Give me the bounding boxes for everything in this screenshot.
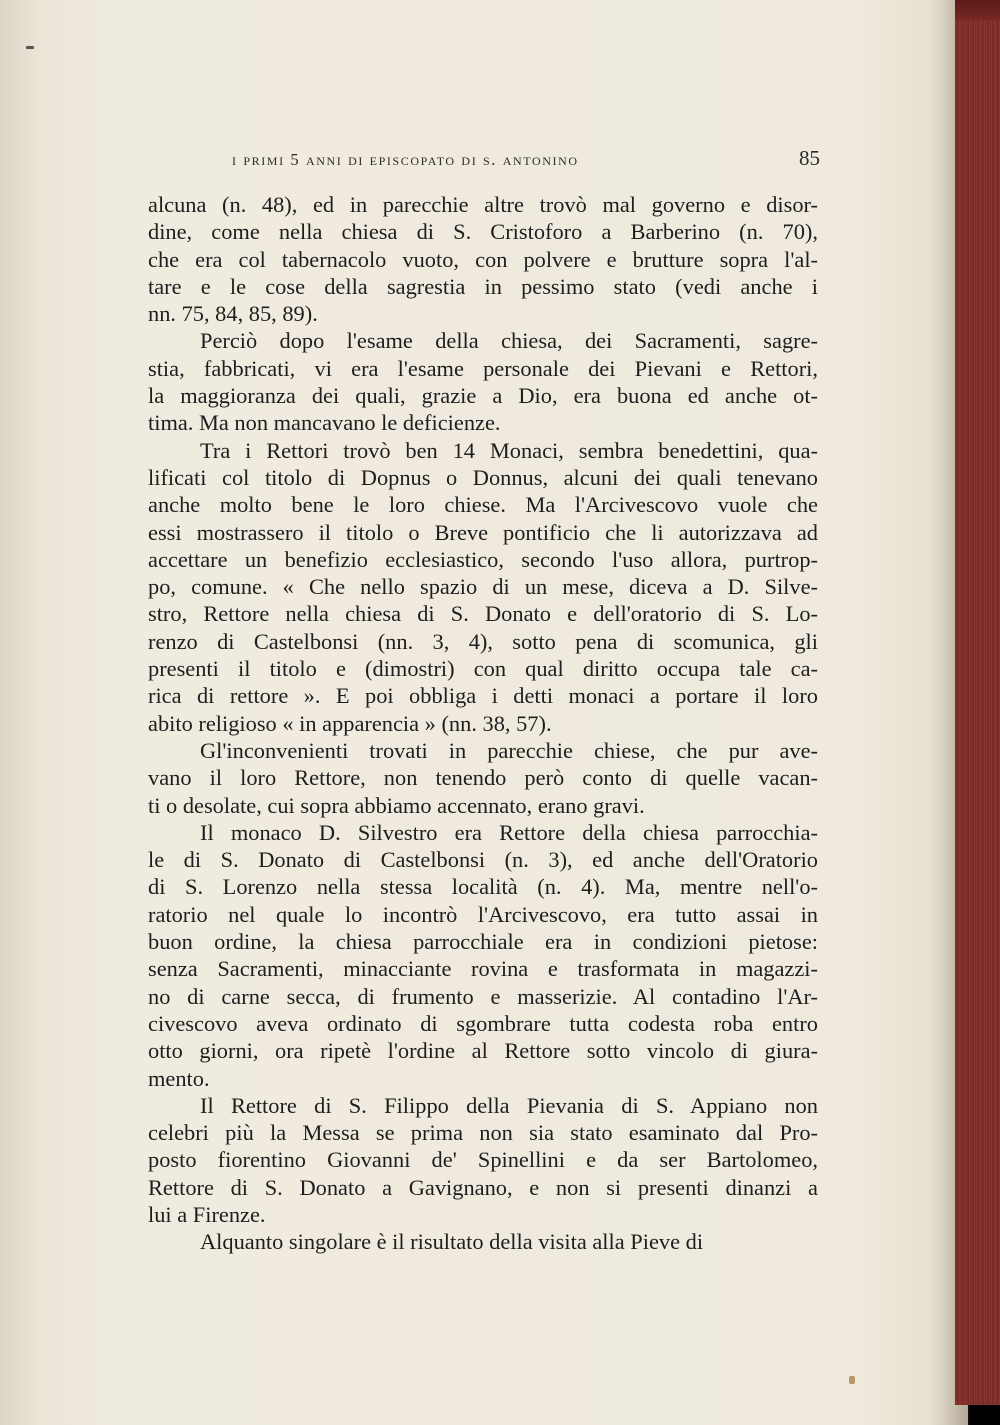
text-line: accettare un benefizio ecclesiastico, secondo l'uso allora, purtrop- <box>148 546 818 572</box>
text-line: stia, fabbricati, vi era l'esame personale dei Pievani e Rettori, <box>148 355 818 381</box>
text-line: lui a Firenze. <box>148 1201 266 1227</box>
text-line: le di S. Donato di Castelbonsi (n. 3), ed anche dell'Oratorio <box>148 847 818 873</box>
paragraph <box>148 327 818 436</box>
text-line: Alquanto singolare è il risultato della visita alla Pieve di <box>200 1229 704 1255</box>
paragraph <box>148 737 818 819</box>
paragraph <box>148 1092 818 1228</box>
text-line: Perciò dopo l'esame della chiesa, dei Sacramenti, sagre- <box>200 328 818 354</box>
text-line: di S. Lorenzo nella stessa località (n. 4). Ma, mentre nell'o- <box>148 874 818 900</box>
page-number: 85 <box>799 146 820 170</box>
text-line: tima. Ma non mancavano le deficienze. <box>148 410 501 436</box>
paragraph <box>148 437 818 737</box>
paragraph <box>148 1228 818 1255</box>
text-line: stro, Rettore nella chiesa di S. Donato e dell'oratorio di S. Lo- <box>148 601 818 627</box>
text-line: la maggioranza dei quali, grazie a Dio, era buona ed anche ot- <box>148 383 818 409</box>
body-text <box>148 191 818 1256</box>
page-edge-top <box>955 0 1000 22</box>
text-line: nn. 75, 84, 85, 89). <box>148 301 318 327</box>
text-line: essi mostrassero il titolo o Breve pontificio che li autorizzava ad <box>148 519 818 545</box>
text-line: senza Sacramenti, minacciante rovina e trasformata in magazzi- <box>148 956 818 982</box>
text-line: alcuna (n. 48), ed in parecchie altre trovò mal governo e disor- <box>148 192 818 217</box>
margin-mark <box>26 46 34 49</box>
text-line: ratorio nel quale lo incontrò l'Arcivescovo, era tutto assai in <box>148 901 818 927</box>
text-line: civescovo aveva ordinato di sgombrare tutta codesta roba entro <box>148 1010 818 1036</box>
text-line: ti o desolate, cui sopra abbiamo accennato, erano gravi. <box>148 792 645 818</box>
text-line: vano il loro Rettore, non tenendo però conto di quelle vacan- <box>148 765 818 791</box>
text-line: presenti il titolo e (dimostri) con qual diritto occupa tale ca- <box>148 656 818 682</box>
text-line: dine, come nella chiesa di S. Cristoforo a Barberino (n. 70), <box>148 219 818 245</box>
text-line: che era col tabernacolo vuoto, con polvere e brutture sopra l'al- <box>148 246 818 272</box>
text-line: lificati col titolo di Dopnus o Donnus, alcuni dei quali tenevano <box>148 464 818 490</box>
text-line: tare e le cose della sagrestia in pessimo stato (vedi anche i <box>148 273 818 299</box>
text-line: posto fiorentino Giovanni de' Spinellini e da ser Bartolomeo, <box>148 1147 818 1173</box>
text-line: rica di rettore ». E poi obbliga i detti monaci a portare il loro <box>148 683 818 709</box>
book-fore-edge <box>955 20 1000 1405</box>
text-line: po, comune. « Che nello spazio di un mese, diceva a D. Silve- <box>148 574 818 600</box>
text-line: no di carne secca, di frumento e masserizie. Al contadino l'Ar- <box>148 983 818 1009</box>
text-line: Il Rettore di S. Filippo della Pievania di S. Appiano non <box>200 1092 818 1118</box>
running-head: i primi 5 anni di episcopato di s. antonino <box>232 150 579 169</box>
text-line: Gl'inconvenienti trovati in parecchie chiese, che pur ave- <box>200 737 818 763</box>
text-line: renzo di Castelbonsi (nn. 3, 4), sotto pena di scomunica, gli <box>148 628 818 654</box>
text-line: abito religioso « in apparencia » (nn. 38, 57). <box>148 710 552 736</box>
paragraph <box>148 191 818 327</box>
text-line: otto giorni, ora ripetè l'ordine al Rettore sotto vincolo di giura- <box>148 1038 818 1064</box>
text-line: celebri più la Messa se prima non sia stato esaminato dal Pro- <box>148 1120 818 1146</box>
text-line: Il monaco D. Silvestro era Rettore della chiesa parrocchia- <box>200 819 818 845</box>
page-header <box>232 146 820 174</box>
text-line: mento. <box>148 1065 210 1091</box>
text-line: buon ordine, la chiesa parrocchiale era in condizioni pietose: <box>148 929 818 955</box>
paper-spot <box>849 1376 855 1384</box>
text-line: Tra i Rettori trovò ben 14 Monaci, sembra benedettini, qua- <box>200 437 818 463</box>
paragraph <box>148 819 818 1092</box>
text-line: Rettore di S. Donato a Gavignano, e non si presenti dinanzi a <box>148 1174 818 1200</box>
text-line: anche molto bene le loro chiese. Ma l'Arcivescovo vuole che <box>148 492 818 518</box>
